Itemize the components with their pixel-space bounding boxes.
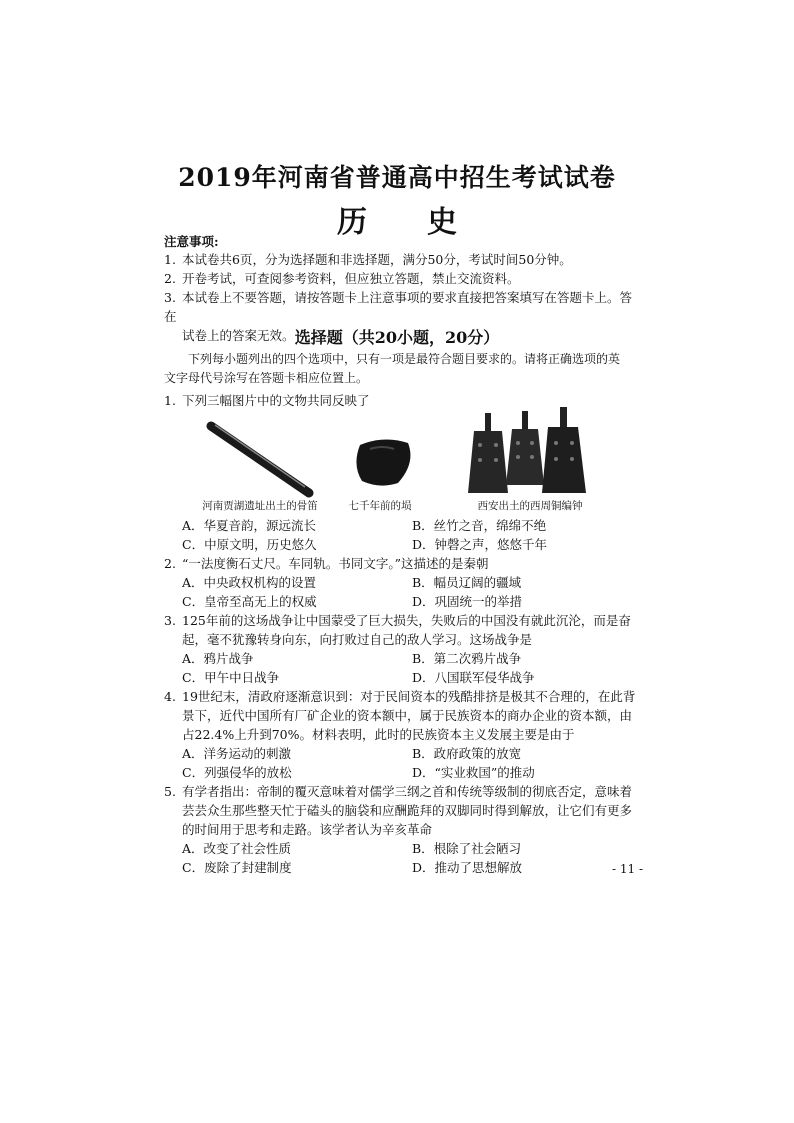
notice-text: 本试卷共6页，分为选择题和非选择题，满分50分，考试时间50分钟。 xyxy=(182,252,572,267)
option-a: A．华夏音韵，源远流长 xyxy=(182,518,317,533)
option-a: A．改变了社会性质 xyxy=(182,841,292,856)
notice-heading: 注意事项: xyxy=(164,234,219,249)
notice-text: 本试卷上不要答题，请按答题卡上注意事项的要求直接把答案填写在答题卡上。答在 xyxy=(164,290,633,324)
subject-char-1: 历 xyxy=(337,205,367,240)
option-c: C．中原文明，历史悠久 xyxy=(182,537,317,552)
option-c: C．甲午中日战争 xyxy=(182,670,280,685)
question-text: 下列三幅图片中的文物共同反映了 xyxy=(182,393,370,408)
option-b: B．政府政策的放宽 xyxy=(412,746,522,761)
option-b: B．幅员辽阔的疆域 xyxy=(412,575,522,590)
option-d: D．八国联军侵华战争 xyxy=(412,670,535,685)
bronze-bells-image xyxy=(462,405,590,497)
image-caption: 河南贾湖遗址出土的骨笛 xyxy=(202,500,318,512)
option-c: C．皇帝至高无上的权威 xyxy=(182,594,317,609)
question-4 xyxy=(164,687,648,744)
notice-num: 2. xyxy=(164,271,176,286)
notice-text: 开卷考试，可查阅参考资料，但应独立答题，禁止交流资料。 xyxy=(182,271,520,286)
options-q3 xyxy=(182,649,642,687)
notice-num: 1. xyxy=(164,252,176,267)
notice-item-2 xyxy=(164,269,644,288)
option-d: D．钟磬之声，悠悠千年 xyxy=(412,537,548,552)
xun-image xyxy=(350,437,418,489)
section-title: 选择题（共20小题，20分） xyxy=(294,328,500,347)
option-d: D．推动了思想解放 xyxy=(412,860,523,875)
subject-char-2: 史 xyxy=(427,205,457,240)
question-text: 125年前的这场战争让中国蒙受了巨大损失，失败后的中国没有就此沉沦，而是奋 xyxy=(182,613,631,628)
question-num: 3. xyxy=(164,613,176,628)
question-num: 1. xyxy=(164,393,176,408)
option-d: D．“实业救国”的推动 xyxy=(412,765,535,780)
option-a: A．鸦片战争 xyxy=(182,651,254,666)
options-q4 xyxy=(182,744,642,782)
bone-flute-image xyxy=(205,418,315,498)
option-c: C．废除了封建制度 xyxy=(182,860,292,875)
exam-title: 2019年河南省普通高中招生考试试卷 xyxy=(178,163,616,192)
page-number: - 11 - xyxy=(612,862,644,876)
option-d: D．巩固统一的举措 xyxy=(412,594,523,609)
section-instructions xyxy=(164,350,644,388)
image-caption: 七千年前的埙 xyxy=(348,500,412,512)
question-2 xyxy=(164,554,648,573)
question-text: 景下，近代中国所有厂矿企业的资本额中，属于民族资本的商办企业的资本额，由 xyxy=(182,708,633,723)
question-text: 起，毫不犹豫转身向东，向打败过自己的敌人学习。这场战争是 xyxy=(182,632,533,647)
question-text: 的时间用于思考和走路。该学者认为辛亥革命 xyxy=(182,822,433,837)
question-text: 占22.4%上升到70%。材料表明，此时的民族资本主义发展主要是由于 xyxy=(182,727,575,742)
question-text: 19世纪末，清政府逐渐意识到：对于民间资本的残酷排挤是极其不合理的，在此背 xyxy=(182,689,636,704)
notice-text: 试卷上的答案无效。 xyxy=(182,328,295,343)
option-c: C．列强侵华的放松 xyxy=(182,765,292,780)
option-b: B．第二次鸦片战争 xyxy=(412,651,522,666)
notice-num: 3. xyxy=(164,290,176,305)
question-text: “一法度衡石丈尺。车同轨。书同文字。”这描述的是秦朝 xyxy=(182,556,489,571)
instruction-line: 文字母代号涂写在答题卡相应位置上。 xyxy=(164,371,369,385)
question-num: 4. xyxy=(164,689,176,704)
question-text: 芸芸众生那些整天忙于磕头的脑袋和应酬跪拜的双脚同时得到解放，让它们有更多 xyxy=(182,803,633,818)
option-b: B．根除了社会陋习 xyxy=(412,841,522,856)
question-3 xyxy=(164,611,648,649)
option-a: A．洋务运动的刺激 xyxy=(182,746,292,761)
options-q1 xyxy=(182,516,642,554)
question-5 xyxy=(164,782,648,839)
notice-item-1 xyxy=(164,250,644,269)
option-a: A．中央政权机构的设置 xyxy=(182,575,317,590)
subject-title xyxy=(0,197,794,241)
question-text: 有学者指出：帝制的覆灭意味着对儒学三纲之首和传统等级制的彻底否定，意味着 xyxy=(182,784,633,799)
image-caption: 西安出土的西周铜编钟 xyxy=(477,500,583,512)
options-q2 xyxy=(182,573,642,611)
question-num: 5. xyxy=(164,784,176,799)
instruction-line: 下列每小题列出的四个选项中，只有一项是最符合题目要求的。请将正确选项的英 xyxy=(188,352,621,366)
option-b: B．丝竹之音，绵绵不绝 xyxy=(412,518,547,533)
question-num: 2. xyxy=(164,556,176,571)
options-q5 xyxy=(182,839,642,877)
